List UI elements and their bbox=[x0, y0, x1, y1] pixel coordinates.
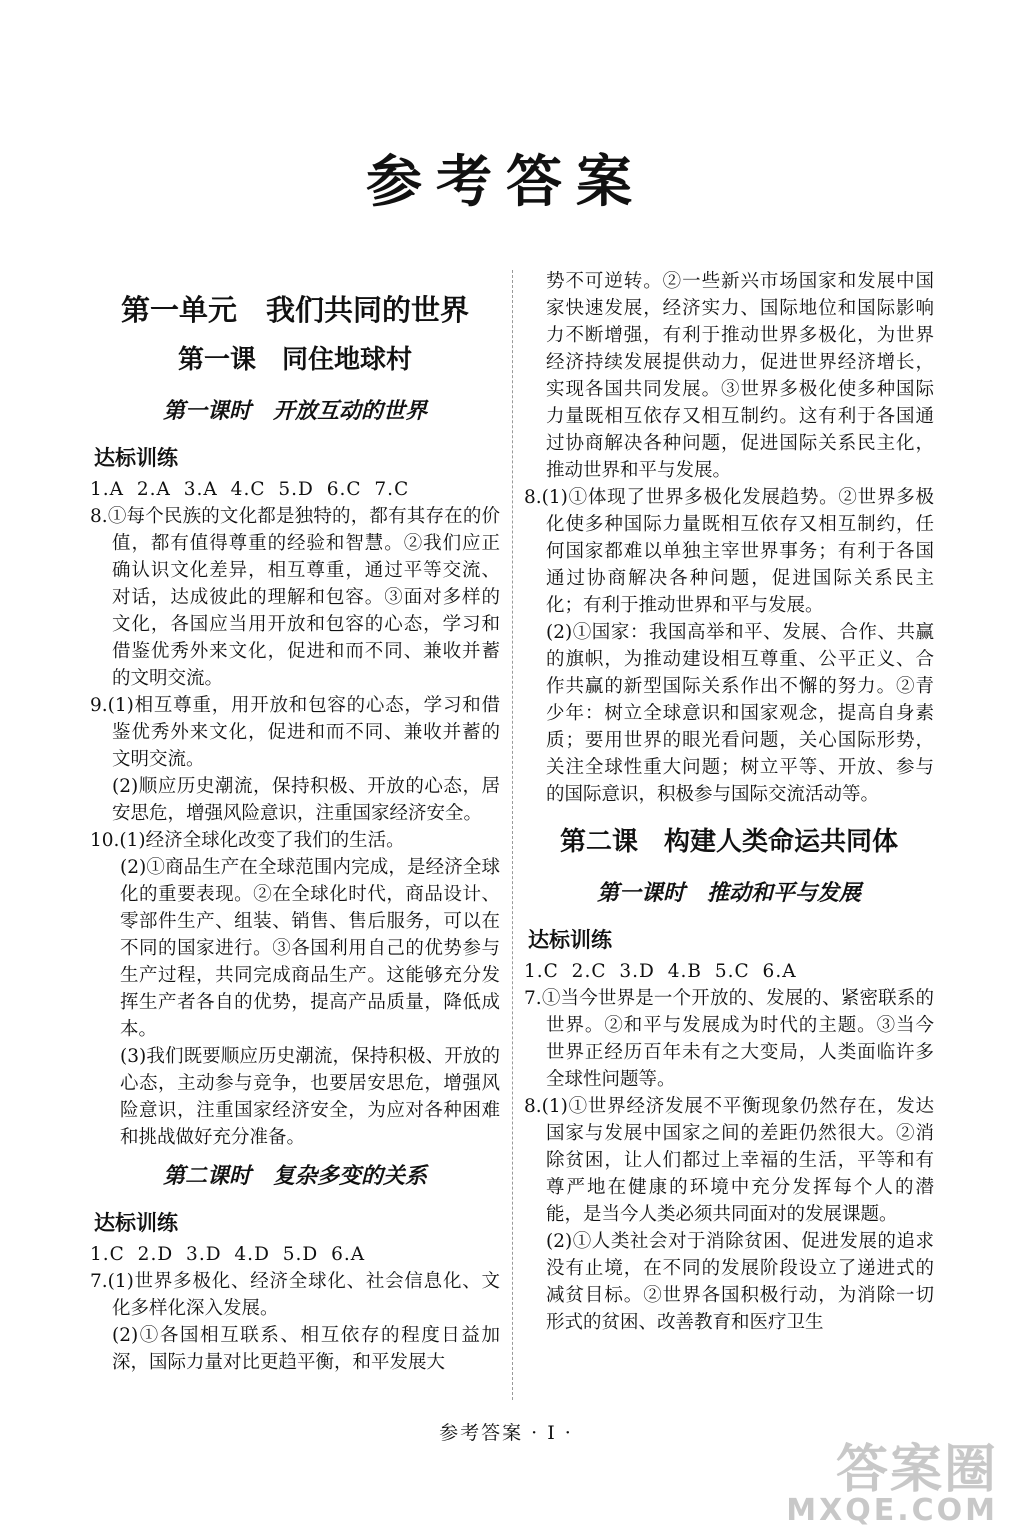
column-divider bbox=[512, 270, 513, 1400]
answer-q7-part1: 7.(1)世界多极化、经济全球化、社会信息化、文化多样化深入发展。 bbox=[90, 1271, 500, 1319]
answer-q7-continued: 势不可逆转。②一些新兴市场国家和发展中国家快速发展，经济实力、国际地位和国际影响力不断增强，有利于推动世界多极化，为世界经济持续发展提供动力，促进世界经济增长，实现各国共同发展。③世界多极化使多种国际力量既相互依存又相互制约。这有利于各国通过协商解决各种问题，促进国际关系民主化，推动世界和平与发展。 bbox=[546, 271, 934, 481]
right-column bbox=[524, 268, 934, 1336]
watermark-logo bbox=[786, 1440, 998, 1528]
answer-q8-part2: (2)①人类社会对于消除贫困、促进发展的追求没有止境，在不同的发展阶段设立了递进式的减贫目标。②世界各国积极行动，为消除一切形式的贫困、改善教育和医疗卫生 bbox=[546, 1231, 934, 1333]
training-heading: 达标训练 bbox=[94, 1210, 178, 1235]
lesson-1-title: 第一课 同住地球村 bbox=[177, 345, 412, 375]
answer-q10-part2: (2)①商品生产在全球范围内完成，是经济全球化的重要表现。②在全球化时代，商品设计、零部件生产、组装、销售、售后服务，可以在不同的国家进行。③各国利用自己的优势参与生产过程，共同完成商品生产。这能够充分发挥生产者各自的优势，提高产品质量，降低成本。 bbox=[120, 857, 500, 1040]
watermark-text: 答案圈 bbox=[835, 1440, 998, 1500]
period-1-title: 第一课时 开放互动的世界 bbox=[162, 398, 427, 424]
answer-q9-part1: 9.(1)相互尊重，用开放和包容的心态，学习和借鉴优秀外来文化，促进和而不同、兼收并蓄的文明交流。 bbox=[90, 695, 500, 770]
period-2-title: 第二课时 复杂多变的关系 bbox=[162, 1163, 427, 1189]
multiple-choice-answers: 1.C 2.D 3.D 4.D 5.D 6.A bbox=[90, 1244, 366, 1265]
page-title: 参考答案 bbox=[366, 149, 646, 215]
answer-q7: 7.①当今世界是一个开放的、发展的、紧密联系的世界。②和平与发展成为时代的主题。③当今世界正经历百年未有之大变局，人类面临许多全球性问题等。 bbox=[524, 988, 934, 1090]
watermark-url: MXQE.COM bbox=[786, 1493, 998, 1528]
answer-q10-part3: (3)我们既要顺应历史潮流，保持积极、开放的心态，主动参与竞争，也要居安思危，增强风险意识，注重国家经济安全，为应对各种困难和挑战做好充分准备。 bbox=[120, 1046, 500, 1148]
lesson-2-title: 第二课 构建人类命运共同体 bbox=[559, 827, 898, 857]
answer-q9-part2: (2)顺应历史潮流，保持积极、开放的心态，居安思危，增强风险意识，注重国家经济安全。 bbox=[112, 776, 500, 824]
answer-q7-part2: (2)①各国相互联系、相互依存的程度日益加深，国际力量对比更趋平衡，和平发展大 bbox=[112, 1325, 500, 1373]
answer-q10-part1: 10.(1)经济全球化改变了我们的生活。 bbox=[90, 830, 405, 851]
page-footer: 参考答案 · I · bbox=[439, 1422, 573, 1444]
answer-q8-part1: 8.(1)①体现了世界多极化发展趋势。②世界多极化使多种国际力量既相互依存又相互制约，任何国家都难以单独主宰世界事务；有利于各国通过协商解决各种问题，促进国际关系民主化；有利于推动世界和平与发展。 bbox=[524, 487, 934, 616]
left-column bbox=[90, 268, 500, 1376]
multiple-choice-answers: 1.A 2.A 3.A 4.C 5.D 6.C 7.C bbox=[90, 479, 410, 500]
unit-title: 第一单元 我们共同的世界 bbox=[120, 293, 469, 327]
multiple-choice-answers: 1.C 2.C 3.D 4.B 5.C 6.A bbox=[524, 961, 797, 982]
training-heading: 达标训练 bbox=[94, 445, 178, 470]
answer-q8-part1: 8.(1)①世界经济发展不平衡现象仍然存在，发达国家与发展中国家之间的差距仍然很大。②消除贫困，让人们都过上幸福的生活，平等和有尊严地在健康的环境中充分发挥每个人的潜能，是当今人类必须共同面对的发展课题。 bbox=[524, 1096, 934, 1225]
period-1-title: 第一课时 推动和平与发展 bbox=[596, 880, 861, 906]
training-heading: 达标训练 bbox=[528, 927, 612, 952]
answer-q8-part2: (2)①国家：我国高举和平、发展、合作、共赢的旗帜，为推动建设相互尊重、公平正义、合作共赢的新型国际关系作出不懈的努力。②青少年：树立全球意识和国家观念，提高自身素质；要用世界的眼光看问题，关心国际形势，关注全球性重大问题；树立平等、开放、参与的国际意识，积极参与国际交流活动等。 bbox=[546, 622, 934, 805]
answer-q8: 8.①每个民族的文化都是独特的，都有其存在的价值，都有值得尊重的经验和智慧。②我们应正确认识文化差异，相互尊重，通过平等交流、对话，达成彼此的理解和包容。③面对多样的文化，各国应当用开放和包容的心态，学习和借鉴优秀外来文化，促进和而不同、兼收并蓄的文明交流。 bbox=[90, 506, 500, 689]
